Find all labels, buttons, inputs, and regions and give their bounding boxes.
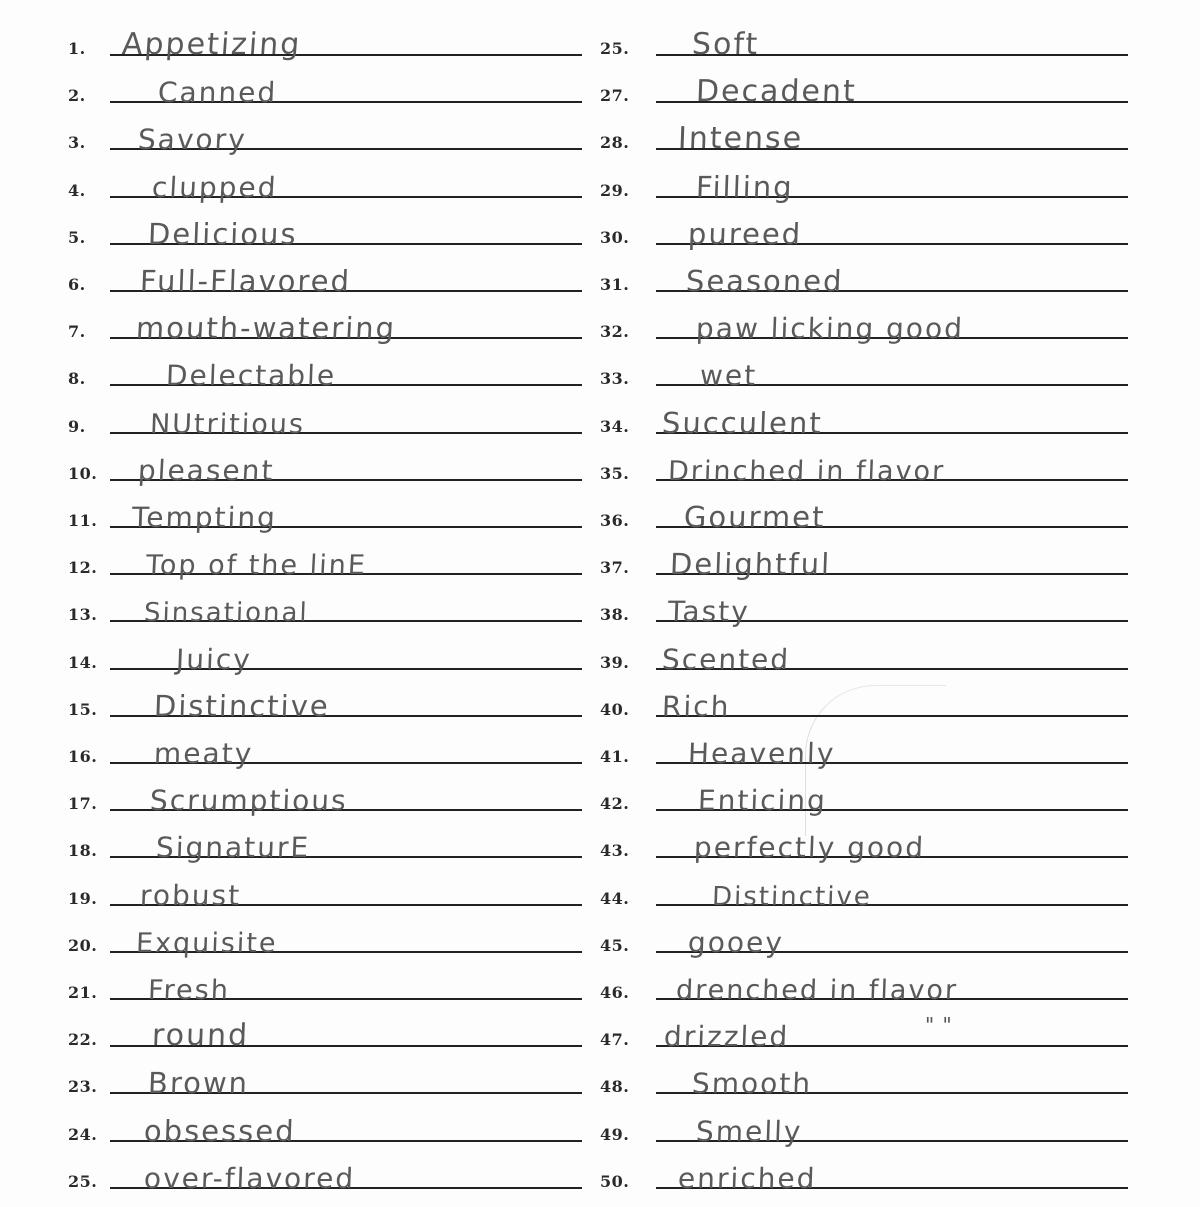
handwritten-word: Decadent <box>695 74 858 110</box>
right-row-5 <box>0 209 1200 249</box>
right-row-12 <box>0 539 1200 582</box>
handwritten-word: round <box>151 1018 250 1054</box>
right-row-16 <box>0 728 1200 768</box>
item-number: 7. <box>68 322 86 342</box>
item-number: 20. <box>68 935 98 955</box>
right-row-14 <box>0 634 1200 674</box>
item-number: 33. <box>600 369 630 389</box>
handwritten-word: Tempting <box>131 501 278 534</box>
right-row-1 <box>0 20 1200 60</box>
right-row-8 <box>0 350 1200 393</box>
right-row-13 <box>0 586 1200 629</box>
item-number: 50. <box>600 1171 630 1191</box>
handwritten-word: NUtritious <box>149 408 306 440</box>
handwritten-word: drizzled <box>663 1020 790 1054</box>
item-number: 11. <box>68 511 98 530</box>
item-number: 35. <box>600 463 630 483</box>
handwritten-word: Brown <box>147 1066 250 1101</box>
item-number: 25. <box>68 1171 98 1191</box>
handwritten-word: pleasent <box>137 453 276 487</box>
ditto-marks: " " <box>925 1013 953 1037</box>
item-number: 48. <box>600 1077 630 1097</box>
item-number: 12. <box>68 558 98 578</box>
right-row-6 <box>0 256 1200 296</box>
handwritten-word: perfectly good <box>693 831 926 865</box>
handwritten-word: Tasty <box>667 595 751 629</box>
right-row-2 <box>0 67 1200 110</box>
handwritten-word: Distinctive <box>711 881 873 912</box>
handwritten-word: Exquisite <box>135 927 279 959</box>
item-number: 30. <box>600 227 630 247</box>
right-row-7 <box>0 303 1200 346</box>
right-row-10 <box>0 445 1200 485</box>
item-number: 9. <box>68 416 86 436</box>
handwritten-word: Delectable <box>165 359 337 393</box>
item-number: 3. <box>68 133 86 153</box>
handwritten-word: Drinched in flavor <box>667 455 946 487</box>
handwritten-word: Delicious <box>147 216 299 251</box>
item-number: 8. <box>68 369 86 389</box>
item-number: 21. <box>68 983 98 1002</box>
item-number: 4. <box>68 180 86 200</box>
item-number: 5. <box>68 227 86 247</box>
handwritten-word: Sinsational <box>143 598 310 629</box>
item-number: 2. <box>68 86 86 106</box>
handwritten-word: Intense <box>677 121 804 157</box>
handwritten-word: gooey <box>687 925 785 959</box>
item-number: 42. <box>600 794 630 814</box>
item-number: 40. <box>600 699 630 719</box>
item-number: 46. <box>600 983 630 1002</box>
item-number: 24. <box>68 1124 98 1144</box>
right-row-9 <box>0 398 1200 438</box>
handwritten-word: clupped <box>151 170 279 204</box>
item-number: 22. <box>68 1030 98 1050</box>
item-number: 6. <box>68 275 86 294</box>
handwritten-word: Scrumptious <box>149 784 349 818</box>
item-number: 41. <box>600 747 630 766</box>
item-number: 27. <box>600 86 630 106</box>
handwritten-word: Juicy <box>175 642 253 676</box>
right-row-23 <box>0 1058 1200 1101</box>
handwritten-word: Appetizing <box>120 27 303 62</box>
item-number: 37. <box>600 558 630 578</box>
handwritten-word: Enticing <box>697 784 828 818</box>
right-row-3 <box>0 114 1200 157</box>
handwritten-word: Succulent <box>661 405 824 440</box>
handwritten-word: meaty <box>153 737 254 770</box>
item-number: 1. <box>68 39 86 58</box>
item-number: 44. <box>600 888 630 908</box>
handwritten-word: robust <box>139 878 242 912</box>
item-number: 18. <box>68 841 98 861</box>
item-number: 16. <box>68 747 98 766</box>
handwritten-word: over-flavored <box>143 1161 356 1195</box>
item-number: 14. <box>68 652 98 672</box>
handwritten-word: obsessed <box>143 1113 297 1148</box>
right-row-17 <box>0 775 1200 818</box>
item-number: 29. <box>600 180 630 200</box>
item-number: 28. <box>600 133 630 153</box>
item-number: 19. <box>68 888 98 908</box>
right-row-11 <box>0 492 1200 532</box>
right-row-4 <box>0 162 1200 202</box>
item-number: 43. <box>600 841 630 861</box>
handwritten-word: Fresh <box>147 975 231 1006</box>
handwritten-word: Delightful <box>669 547 832 582</box>
item-number: 36. <box>600 511 630 530</box>
item-number: 34. <box>600 416 630 436</box>
right-row-24 <box>0 1106 1200 1146</box>
item-number: 15. <box>68 699 98 719</box>
right-row-18 <box>0 822 1200 865</box>
right-row-22 <box>0 1011 1200 1054</box>
item-number: 13. <box>68 605 98 625</box>
handwritten-word: drenched in flavor <box>675 975 959 1006</box>
handwritten-word: wet <box>699 359 758 393</box>
item-number: 47. <box>600 1030 630 1050</box>
handwritten-word: Top of the linE <box>145 550 368 582</box>
item-number: 39. <box>600 652 630 672</box>
item-number: 38. <box>600 605 630 625</box>
handwritten-word: Rich <box>661 689 731 723</box>
handwritten-word: mouth-watering <box>135 311 397 346</box>
handwritten-word: Full-Flavored <box>139 264 352 298</box>
handwritten-word: SignaturE <box>155 831 311 865</box>
item-number: 10. <box>68 463 98 483</box>
right-row-20 <box>0 917 1200 957</box>
handwritten-word: paw licking good <box>695 312 965 346</box>
handwritten-word: Distinctive <box>153 688 331 723</box>
item-number: 49. <box>600 1124 630 1144</box>
handwritten-word: Smooth <box>691 1067 813 1101</box>
right-row-19 <box>0 870 1200 910</box>
item-number: 31. <box>600 275 630 294</box>
handwritten-word: Heavenly <box>687 737 836 770</box>
handwritten-word: Savory <box>137 123 248 157</box>
handwritten-word: Gourmet <box>683 500 827 534</box>
item-number: 25. <box>600 39 630 58</box>
right-row-21 <box>0 964 1200 1004</box>
item-number: 45. <box>600 935 630 955</box>
item-number: 32. <box>600 322 630 342</box>
handwritten-word: enriched <box>677 1161 817 1195</box>
handwritten-word: Seasoned <box>685 264 845 298</box>
item-number: 23. <box>68 1077 98 1097</box>
handwritten-word: Scented <box>661 642 791 676</box>
handwritten-word: pureed <box>687 216 803 251</box>
right-row-25 <box>0 1153 1200 1193</box>
item-number: 17. <box>68 794 98 814</box>
handwritten-word: Canned <box>157 76 278 110</box>
handwritten-word: Soft <box>691 27 760 62</box>
right-row-15 <box>0 681 1200 721</box>
handwritten-word: Filling <box>695 169 795 204</box>
handwritten-word: Smelly <box>695 1114 803 1148</box>
